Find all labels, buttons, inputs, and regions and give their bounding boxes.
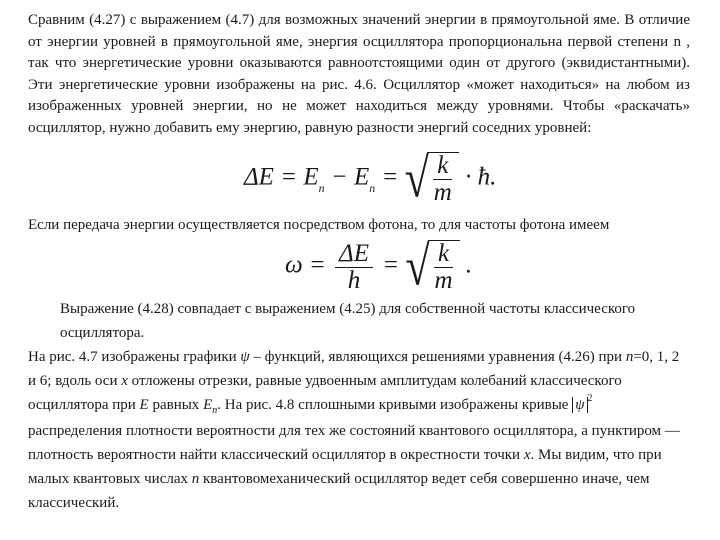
paragraph-figures — [28, 345, 690, 515]
eq1-delta-e: ΔE — [244, 163, 274, 191]
eq2-tail: . — [465, 251, 473, 279]
eq1-e-n2: E — [353, 163, 370, 191]
eq2-equals: = — [308, 251, 326, 279]
eq1-sub-n1: n — [318, 180, 325, 195]
eq2-inner-denominator: m — [434, 267, 453, 294]
text-segment: . На рис. 4.8 сплошными кривыми изображены кривые — [217, 397, 569, 413]
eq2-denominator: h — [347, 266, 361, 294]
e-symbol: E — [139, 397, 149, 413]
x-symbol: x — [121, 373, 128, 389]
paragraph-intro: Сравним (4.27) с выражением (4.7) для возможных значений энергии в прямоугольной яме. В отличие от энергии уровней в прямоугольной яме, энергия осциллятора пропорциональна первой степени n , так что энергетические уровни оказываются равноотстоящими один от другого (эквидистантными). Эти энергетические уровни изображены на рис. 4.6. Осциллятор «может находиться» на любом из изображенных уровней энергии, но не может находиться между уровнями. Чтобы «раскачать» осциллятор, нужно добавить ему энергию, равную разности энергий соседних уровней: — [28, 12, 690, 136]
eq1-minus: − — [330, 163, 348, 191]
eq2-numerator: ΔE — [335, 241, 373, 268]
text-segment: квантовомеханический осциллятор ведет себя совершенно иначе, чем классический. — [28, 471, 650, 511]
eq1-tail: · ħ. — [465, 163, 497, 191]
text-segment: распределения плотности вероятности для тех же состояний квантового осциллятора, а пунктиром — плотность вероятности найти классический осциллятор в окрестности точки — [28, 423, 680, 463]
eq1-numerator: k — [433, 153, 452, 180]
eq2-fraction — [335, 241, 373, 294]
en-symbol: E — [203, 397, 213, 413]
psi-squared-exponent: 2 — [587, 393, 593, 404]
radical-sign-icon: √ — [405, 235, 430, 297]
psi-symbol: ψ – — [240, 349, 261, 365]
eq1-sub-n2: n — [369, 180, 376, 195]
equation-energy-difference — [244, 147, 497, 209]
eq2-inner-numerator: k — [434, 241, 453, 268]
eq1-equals: = — [280, 163, 298, 191]
eq1-equals-2: = — [381, 163, 399, 191]
eq2-inner-fraction — [431, 241, 457, 294]
paragraph-graphs — [28, 297, 690, 515]
eq1-fraction — [430, 153, 456, 206]
text-segment: . Мы видим, что при малых квантовых числах — [28, 447, 662, 487]
eq1-e-n1: E — [303, 163, 319, 191]
n-symbol: n — [191, 471, 200, 487]
n-symbol: n — [625, 349, 634, 365]
psi-abs-symbol: ψ — [572, 397, 587, 413]
paragraph-comparison: Выражение (4.28) совпадает с выражением (4.25) для собственной частоты классического осциллятора. — [60, 301, 636, 341]
text-segment: =0, 1, 2 и 6; вдоль оси — [28, 349, 680, 389]
en-subscript: n — [212, 405, 218, 416]
x-symbol: x — [523, 447, 531, 463]
eq1-sqrt — [404, 147, 459, 209]
eq2-equals-2: = — [382, 251, 400, 279]
text-segment: равных — [152, 397, 200, 413]
eq2-sqrt — [405, 235, 459, 297]
text-segment: функций, являющихся решениями уравнения (4.26) при — [264, 349, 623, 365]
eq2-omega: ω — [285, 251, 303, 279]
radical-sign-icon: √ — [404, 147, 429, 209]
paragraph-photon: Если передача энергии осуществляется посредством фотона, то для частоты фотона имеем — [28, 217, 610, 233]
text-segment: На рис. 4.7 изображены графики — [28, 349, 237, 365]
text-segment: отложены отрезки, равные удвоенным амплитудам колебаний классического осциллятора при — [28, 373, 622, 413]
equation-frequency — [285, 235, 473, 297]
eq1-denominator: m — [433, 179, 452, 206]
